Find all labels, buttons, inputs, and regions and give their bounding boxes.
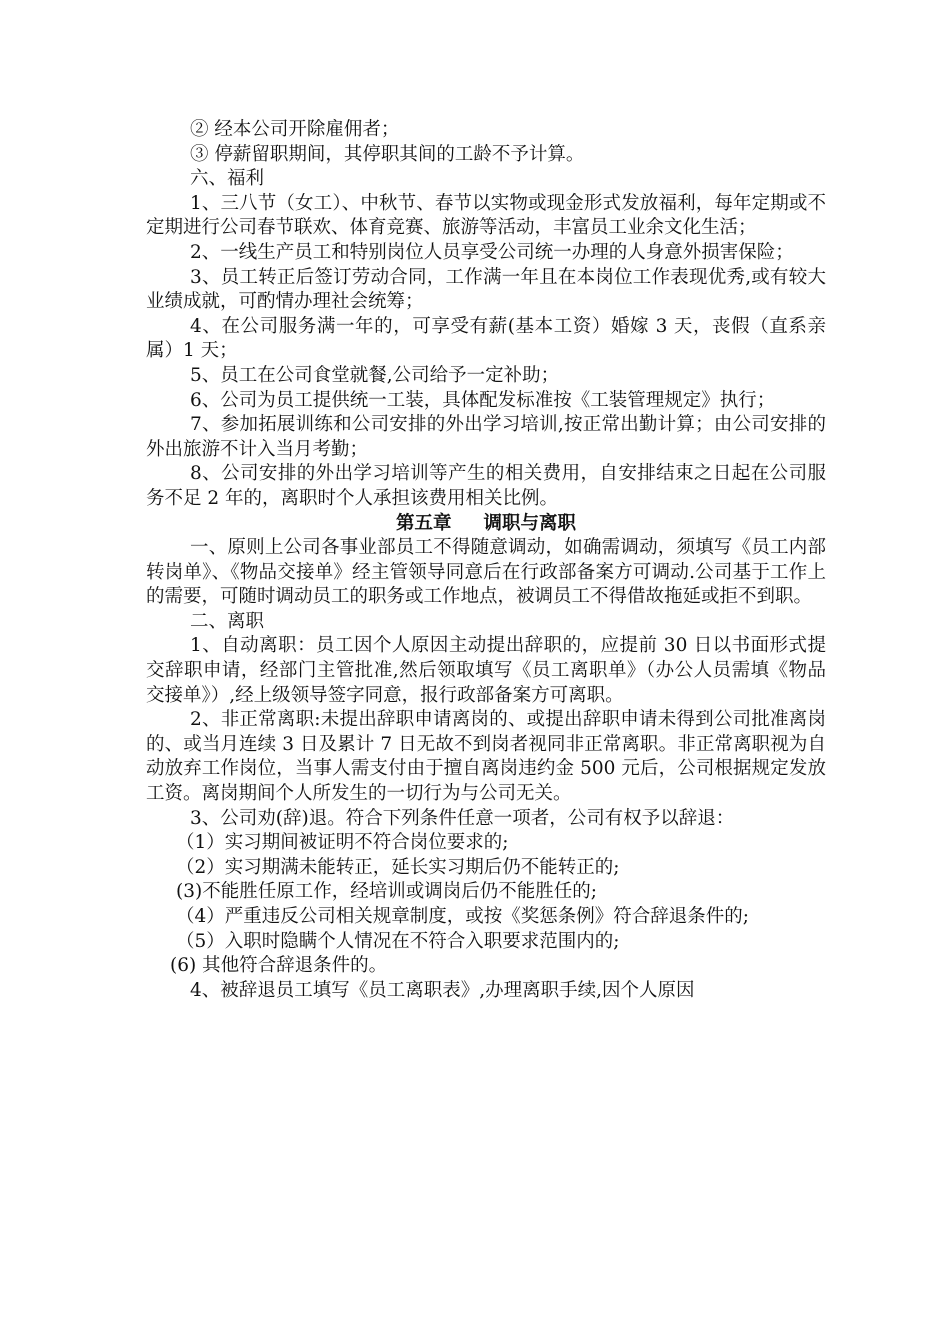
paragraph: 2、非正常离职:未提出辞职申请离岗的、或提出辞职申请未得到公司批准离岗的、或当月连续 3 日及累计 7 日无故不到岗者视同非正常离职。非正常离职视为自动放弃工作岗位，当事人需支付由于擅自离岗违约金 500 元后，公司根据规定发放工资。离岗期间个人所发生的一切行为与公司无关。	[146, 709, 826, 805]
document-page	[146, 118, 826, 1003]
paragraph: 6、公司为员工提供统一工装，具体配发标准按《工装管理规定》执行；	[190, 389, 776, 411]
paragraph: （2）实习期满未能转正，延长实习期后仍不能转正的;	[176, 856, 620, 878]
paragraph: 二、离职	[190, 610, 265, 632]
paragraph: ③ 停薪留职期间，其停职其间的工龄不予计算。	[190, 143, 585, 165]
paragraph: （4）严重违反公司相关规章制度，或按《奖惩条例》符合辞退条件的;	[176, 906, 750, 927]
chapter-heading	[146, 512, 826, 537]
paragraph: 3、公司劝(辞)退。符合下列条件任意一项者，公司有权予以辞退：	[190, 807, 735, 829]
paragraph: 1、自动离职：员工因个人原因主动提出辞职的，应提前 30 日以书面形式提交辞职申请，经部门主管批准,然后领取填写《员工离职单》（办公人员需填《物品交接单》）,经上级领导签字同意，报行政部备案方可离职。	[146, 635, 826, 706]
paragraph: (6) 其他符合辞退条件的。	[170, 955, 388, 977]
paragraph: 4、被辞退员工填写《员工离职表》,办理离职手续,因个人原因	[190, 979, 695, 1001]
transfer-resignation-section	[146, 536, 826, 1003]
chapter-title: 调职与离职	[483, 512, 577, 534]
paragraph: 5、员工在公司食堂就餐,公司给予一定补助；	[190, 364, 560, 386]
paragraph: ② 经本公司开除雇佣者；	[190, 119, 400, 140]
chapter-number: 第五章	[395, 512, 452, 534]
paragraph: 4、在公司服务满一年的，可享受有薪(基本工资）婚嫁 3 天，丧假（直系亲属）1 天；	[146, 315, 826, 362]
paragraph: 一、原则上公司各事业部员工不得随意调动，如确需调动，须填写《员工内部转岗单》、《物品交接单》经主管领导同意后在行政部备案方可调动.公司基于工作上的需要，可随时调动员工的职务或工作地点，被调员工不得借故拖延或拒不到职。	[146, 537, 826, 608]
paragraph: （5）入职时隐瞒个人情况在不符合入职要求范围内的;	[176, 930, 620, 952]
paragraph: 2、一线生产员工和特别岗位人员享受公司统一办理的人身意外损害保险；	[190, 241, 794, 263]
paragraph: 3、员工转正后签订劳动合同，工作满一年且在本岗位工作表现优秀,或有较大业绩成就，可酌情办理社会统筹；	[146, 266, 826, 313]
paragraph: （1）实习期间被证明不符合岗位要求的;	[176, 832, 509, 854]
welfare-section	[146, 118, 826, 512]
paragraph: (3)不能胜任原工作，经培训或调岗后仍不能胜任的;	[176, 881, 597, 903]
paragraph: 8、公司安排的外出学习培训等产生的相关费用，自安排结束之日起在公司服务不足 2 年的，离职时个人承担该费用相关比例。	[146, 463, 826, 509]
paragraph: 1、三八节（女工）、中秋节、春节以实物或现金形式发放福利，每年定期或不定期进行公司春节联欢、体育竞赛、旅游等活动，丰富员工业余文化生活；	[146, 192, 826, 239]
paragraph: 7、参加拓展训练和公司安排的外出学习培训,按正常出勤计算；由公司安排的外出旅游不计入当月考勤；	[146, 414, 826, 460]
paragraph: 六、福利	[190, 168, 265, 190]
